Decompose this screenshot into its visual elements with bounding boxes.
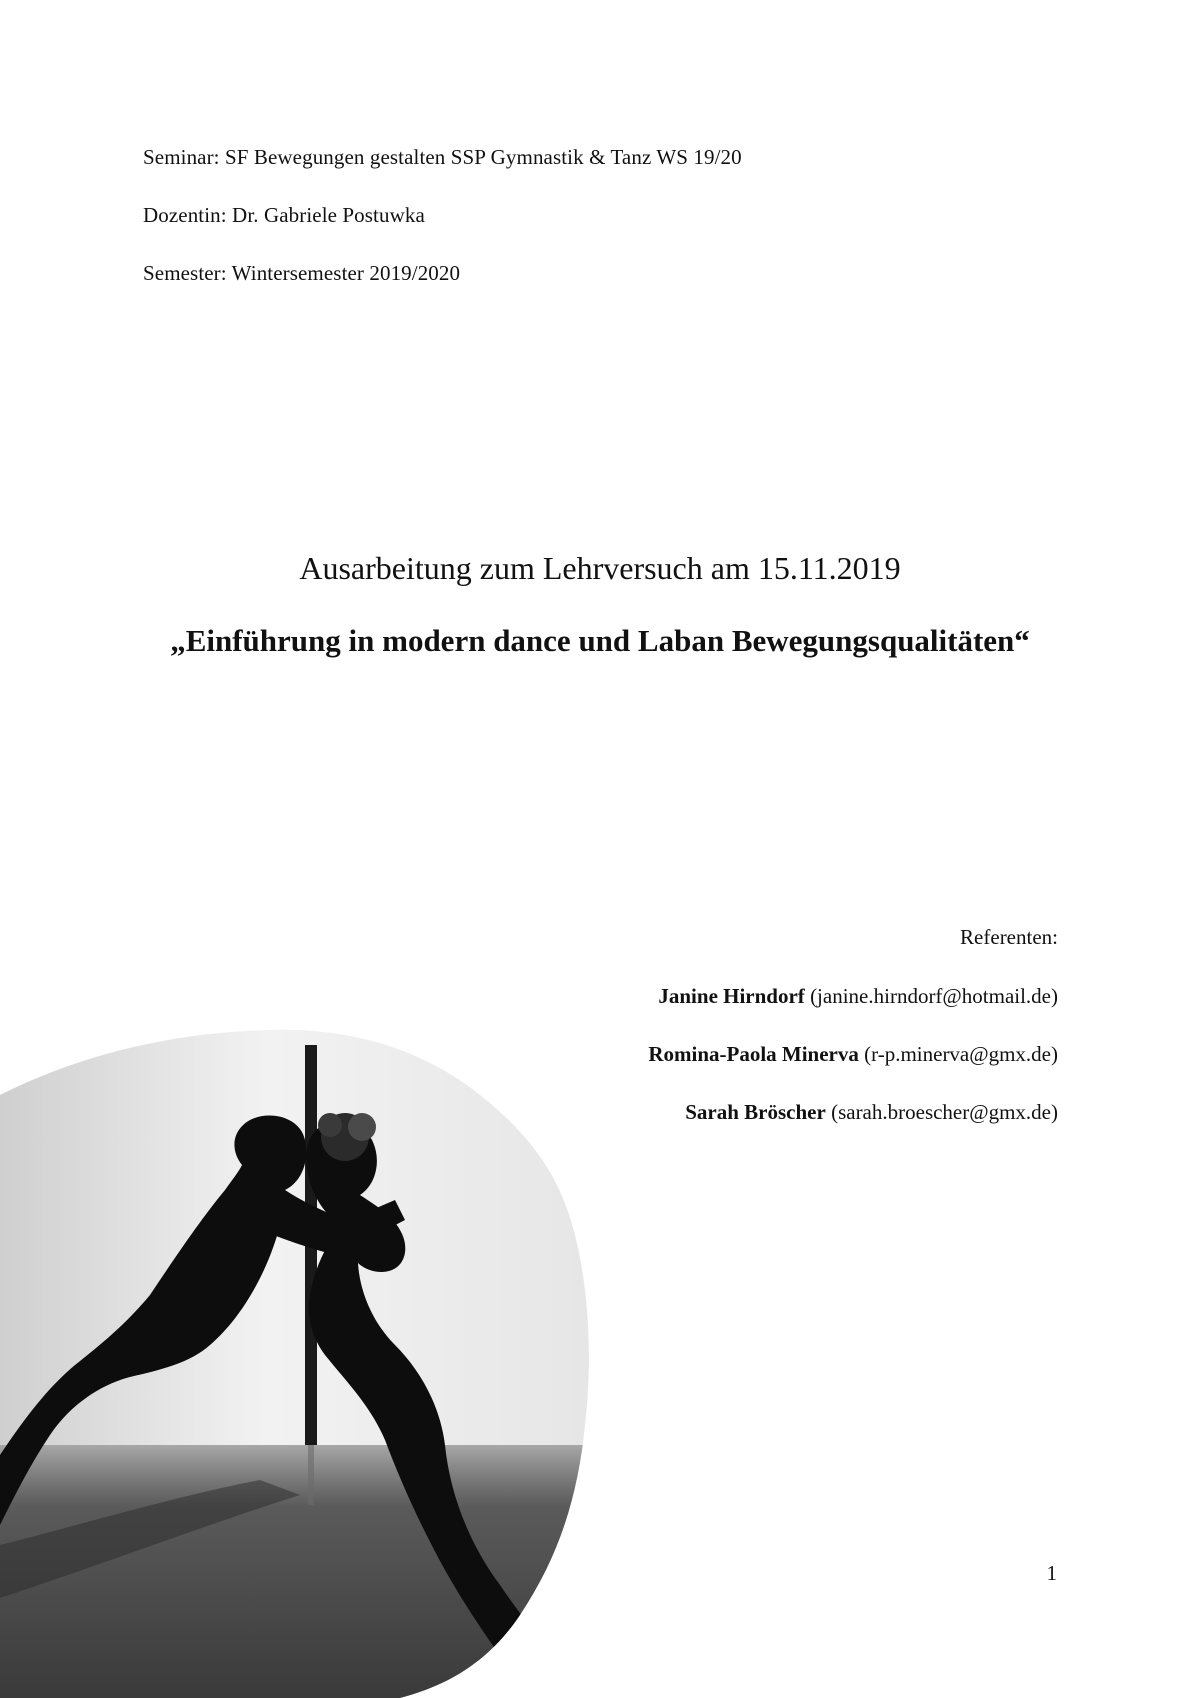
referents-label: Referenten: xyxy=(960,925,1058,949)
semester-line: Semester: Wintersemester 2019/2020 xyxy=(143,261,461,285)
referent-email: (r-p.minerva@gmx.de) xyxy=(864,1042,1058,1066)
document-title: „Einführung in modern dance und Laban Bewegungsqualitäten“ xyxy=(170,623,1030,658)
referent-name: Janine Hirndorf xyxy=(658,984,805,1008)
referent-email: (janine.hirndorf@hotmail.de) xyxy=(810,984,1058,1008)
dancers-silhouette-photo xyxy=(0,1025,590,1698)
referent-email: (sarah.broescher@gmx.de) xyxy=(831,1100,1058,1124)
referent-name: Sarah Bröscher xyxy=(685,1100,826,1124)
referent-entry xyxy=(658,984,1058,1009)
lecturer-line: Dozentin: Dr. Gabriele Postuwka xyxy=(143,203,425,227)
referent-entry xyxy=(685,1100,1058,1125)
page-number: 1 xyxy=(1046,1561,1057,1585)
referent-name: Romina-Paola Minerva xyxy=(648,1042,859,1066)
document-heading: Ausarbeitung zum Lehrversuch am 15.11.2019 xyxy=(299,550,901,586)
referent-entry xyxy=(648,1042,1058,1067)
seminar-line: Seminar: SF Bewegungen gestalten SSP Gymnastik & Tanz WS 19/20 xyxy=(143,145,742,169)
